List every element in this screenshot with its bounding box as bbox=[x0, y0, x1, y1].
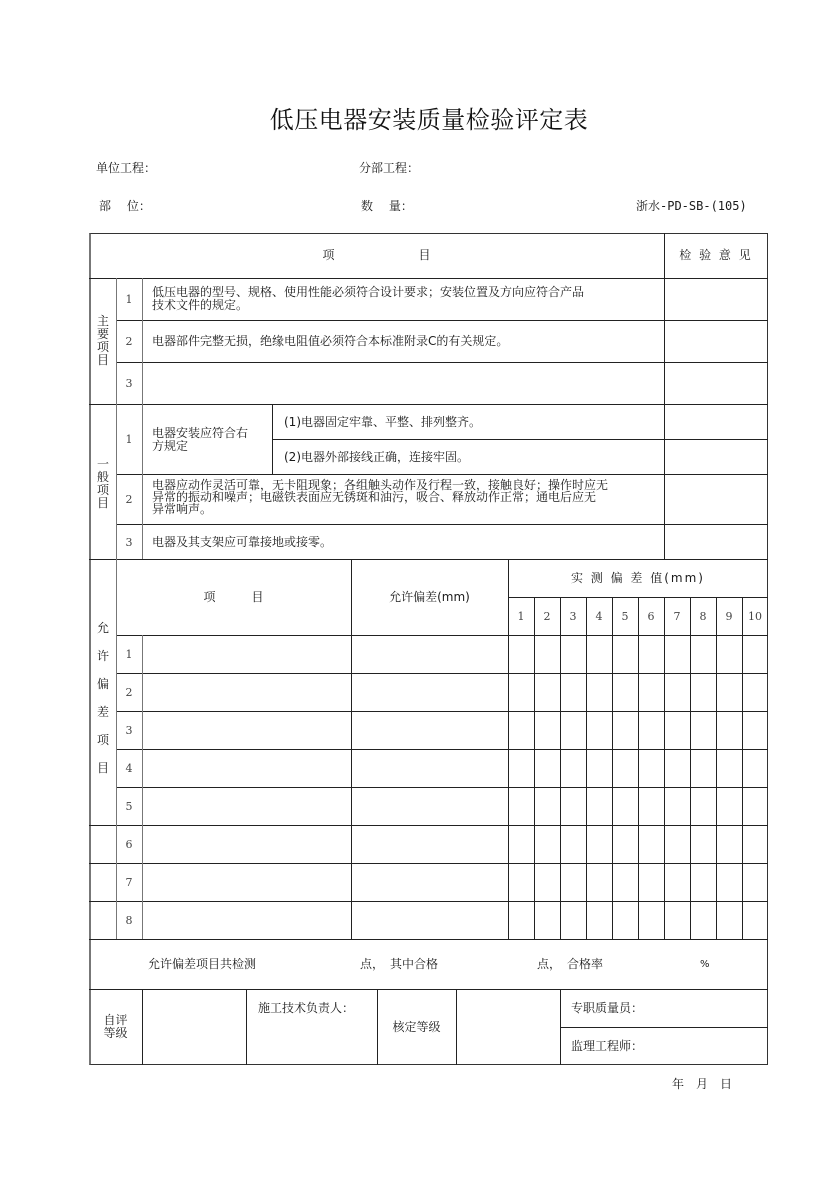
measured-value-cell[interactable] bbox=[717, 712, 742, 749]
measured-value-cell[interactable] bbox=[613, 902, 638, 939]
self-grade-label: 自评 等级 bbox=[103, 1013, 128, 1040]
measured-value-cell[interactable] bbox=[717, 750, 742, 787]
measured-value-cell[interactable] bbox=[665, 788, 690, 825]
main-item-text: 电器部件完整无损，绝缘电阻值必须符合本标准附录C的有关规定。 bbox=[152, 334, 509, 348]
measured-value-cell[interactable] bbox=[561, 712, 586, 749]
measured-value-cell[interactable] bbox=[535, 712, 560, 749]
deviation-row-number: 6 bbox=[125, 838, 133, 851]
allowed-deviation-cell[interactable] bbox=[352, 788, 508, 825]
col-divider bbox=[560, 989, 561, 1065]
measured-value-cell[interactable] bbox=[509, 712, 534, 749]
summary-pass-label: 点， 其中合格 bbox=[360, 957, 439, 971]
measured-value-cell[interactable] bbox=[561, 674, 586, 711]
general-item-opinion-cell[interactable] bbox=[665, 405, 768, 439]
measured-value-cell[interactable] bbox=[639, 750, 664, 787]
measure-column-header: 1 bbox=[517, 610, 525, 623]
approved-grade-value-cell[interactable] bbox=[457, 990, 560, 1065]
measured-value-cell[interactable] bbox=[743, 826, 768, 863]
general-item-number: 2 bbox=[125, 493, 133, 506]
measured-value-cell[interactable] bbox=[639, 826, 664, 863]
measured-value-cell[interactable] bbox=[509, 788, 534, 825]
measured-value-cell[interactable] bbox=[509, 864, 534, 901]
general-item-opinion-cell[interactable] bbox=[665, 525, 768, 559]
measured-value-cell[interactable] bbox=[743, 674, 768, 711]
measured-value-cell[interactable] bbox=[691, 902, 716, 939]
summary-rate-label: 点， 合格率 bbox=[537, 957, 604, 971]
deviation-item-cell[interactable] bbox=[143, 750, 351, 787]
measure-column-header: 6 bbox=[647, 610, 655, 623]
measured-value-cell[interactable] bbox=[691, 712, 716, 749]
measured-value-cell[interactable] bbox=[613, 636, 638, 673]
self-grade-value-cell[interactable] bbox=[143, 990, 246, 1065]
allowed-deviation-cell[interactable] bbox=[352, 750, 508, 787]
measured-value-cell[interactable] bbox=[613, 750, 638, 787]
item-header: 项 目 bbox=[322, 248, 431, 262]
measured-value-cell[interactable] bbox=[509, 674, 534, 711]
deviation-item-cell[interactable] bbox=[143, 674, 351, 711]
measure-column-header: 5 bbox=[621, 610, 629, 623]
col-divider bbox=[246, 989, 247, 1065]
measured-value-cell[interactable] bbox=[691, 788, 716, 825]
main-item-number: 3 bbox=[125, 377, 133, 390]
measured-value-cell[interactable] bbox=[587, 674, 612, 711]
deviation-item-cell[interactable] bbox=[143, 826, 351, 863]
measured-value-cell[interactable] bbox=[743, 864, 768, 901]
measured-value-cell[interactable] bbox=[691, 674, 716, 711]
measured-value-cell[interactable] bbox=[743, 902, 768, 939]
measured-value-cell[interactable] bbox=[613, 712, 638, 749]
measured-value-cell[interactable] bbox=[587, 826, 612, 863]
measured-value-cell[interactable] bbox=[639, 902, 664, 939]
allowed-deviation-cell[interactable] bbox=[352, 712, 508, 749]
location-label: 部 位： bbox=[99, 199, 151, 213]
general-item-opinion-cell[interactable] bbox=[665, 475, 768, 524]
allowed-deviation-cell[interactable] bbox=[352, 826, 508, 863]
date-label: 年 月 日 bbox=[672, 1077, 733, 1091]
measured-value-cell[interactable] bbox=[691, 864, 716, 901]
deviation-item-cell[interactable] bbox=[143, 636, 351, 673]
measured-value-cell[interactable] bbox=[535, 826, 560, 863]
measured-value-cell[interactable] bbox=[535, 864, 560, 901]
measure-column-header: 10 bbox=[748, 610, 762, 623]
measured-value-cell[interactable] bbox=[665, 902, 690, 939]
measured-value-cell[interactable] bbox=[509, 826, 534, 863]
main-item-opinion-cell[interactable] bbox=[665, 363, 768, 404]
measured-value-cell[interactable] bbox=[587, 712, 612, 749]
measured-value-cell[interactable] bbox=[535, 788, 560, 825]
approved-grade-label: 核定等级 bbox=[392, 1020, 441, 1034]
measured-value-cell[interactable] bbox=[743, 788, 768, 825]
deviation-group-label: 允 许 偏 差 项 目 bbox=[96, 621, 109, 775]
measured-value-cell[interactable] bbox=[665, 864, 690, 901]
measured-value-cell[interactable] bbox=[613, 788, 638, 825]
general-sub-item-text: (1)电器固定牢靠、平整、排列整齐。 bbox=[284, 415, 481, 429]
measured-value-cell[interactable] bbox=[561, 636, 586, 673]
measured-value-cell[interactable] bbox=[613, 674, 638, 711]
col-divider bbox=[142, 278, 143, 559]
main-items-group-label: 主 要 项 目 bbox=[96, 314, 109, 367]
measured-value-cell[interactable] bbox=[639, 712, 664, 749]
measured-value-cell[interactable] bbox=[691, 636, 716, 673]
measured-value-cell[interactable] bbox=[665, 826, 690, 863]
measured-value-cell[interactable] bbox=[639, 636, 664, 673]
deviation-row-number: 8 bbox=[125, 914, 133, 927]
main-item-opinion-cell[interactable] bbox=[665, 279, 768, 320]
page-title: 低压电器安装质量检验评定表 bbox=[269, 106, 589, 134]
col-divider bbox=[116, 278, 117, 559]
measure-column-header: 7 bbox=[673, 610, 681, 623]
deviation-item-cell[interactable] bbox=[143, 902, 351, 939]
main-item-number: 1 bbox=[125, 293, 133, 306]
general-item-opinion-cell[interactable] bbox=[665, 440, 768, 474]
measured-value-cell[interactable] bbox=[717, 674, 742, 711]
main-item-number: 2 bbox=[125, 335, 133, 348]
measure-column-header: 3 bbox=[569, 610, 577, 623]
measured-value-cell[interactable] bbox=[691, 826, 716, 863]
measured-value-cell[interactable] bbox=[717, 636, 742, 673]
measured-value-cell[interactable] bbox=[691, 750, 716, 787]
measured-value-cell[interactable] bbox=[665, 636, 690, 673]
measured-value-cell[interactable] bbox=[665, 750, 690, 787]
unit-project-label: 单位工程： bbox=[96, 161, 157, 175]
measured-value-cell[interactable] bbox=[535, 750, 560, 787]
measured-value-cell[interactable] bbox=[613, 864, 638, 901]
measure-column-header: 9 bbox=[725, 610, 733, 623]
measured-value-cell[interactable] bbox=[665, 674, 690, 711]
main-item-opinion-cell[interactable] bbox=[665, 321, 768, 362]
measured-value-cell[interactable] bbox=[509, 750, 534, 787]
construction-lead-label: 施工技术负责人： bbox=[258, 1001, 355, 1015]
measure-column-header: 2 bbox=[543, 610, 551, 623]
measured-value-cell[interactable] bbox=[561, 826, 586, 863]
measured-value-cell[interactable] bbox=[561, 750, 586, 787]
measured-value-cell[interactable] bbox=[639, 674, 664, 711]
general-item-text: 电器应动作灵活可靠，无卡阻现象；各组触头动作及行程一致，接触良好；操作时应无 异常的振动和噪声；电磁铁表面应无锈斑和油污，吸合、释放动作正常；通电后应无 异常响声。 bbox=[152, 478, 609, 516]
measured-value-cell[interactable] bbox=[561, 864, 586, 901]
measure-column-header: 4 bbox=[595, 610, 603, 623]
general-item-number: 3 bbox=[125, 536, 133, 549]
measured-value-cell[interactable] bbox=[587, 902, 612, 939]
measured-value-cell[interactable] bbox=[613, 826, 638, 863]
measured-value-cell[interactable] bbox=[717, 826, 742, 863]
allowed-deviation-cell[interactable] bbox=[352, 636, 508, 673]
measured-value-cell[interactable] bbox=[509, 636, 534, 673]
form-code: 浙水-PD-SB-(105) bbox=[636, 199, 747, 213]
measured-value-cell[interactable] bbox=[665, 712, 690, 749]
deviation-item-cell[interactable] bbox=[143, 864, 351, 901]
allowed-deviation-header: 允许偏差(mm) bbox=[389, 590, 470, 604]
measured-value-cell[interactable] bbox=[717, 864, 742, 901]
measured-value-cell[interactable] bbox=[535, 902, 560, 939]
measured-value-cell[interactable] bbox=[639, 788, 664, 825]
measured-value-cell[interactable] bbox=[743, 750, 768, 787]
measured-value-cell[interactable] bbox=[535, 674, 560, 711]
quantity-label: 数 量： bbox=[361, 199, 413, 213]
allowed-deviation-cell[interactable] bbox=[352, 674, 508, 711]
col-divider bbox=[272, 404, 273, 474]
supervisor-label: 监理工程师： bbox=[571, 1039, 644, 1053]
measured-value-cell[interactable] bbox=[717, 902, 742, 939]
general-item-text: 电器及其支架应可靠接地或接零。 bbox=[152, 535, 333, 549]
general-item-number: 1 bbox=[125, 433, 133, 446]
deviation-row-number: 5 bbox=[125, 800, 133, 813]
quality-officer-label: 专职质量员： bbox=[571, 1001, 644, 1015]
deviation-item-header: 项 目 bbox=[203, 590, 264, 604]
measured-value-cell[interactable] bbox=[587, 636, 612, 673]
deviation-row-number: 7 bbox=[125, 876, 133, 889]
row-divider bbox=[89, 939, 768, 940]
summary-total-label: 允许偏差项目共检测 bbox=[148, 957, 257, 971]
sub-project-label: 分部工程： bbox=[359, 161, 420, 175]
inspection-opinion-header: 检 验 意 见 bbox=[679, 248, 753, 262]
percent-sign: % bbox=[700, 959, 710, 970]
general-sub-item-text: (2)电器外部接线正确，连接牢固。 bbox=[284, 450, 469, 464]
general-items-group-label: 一 般 项 目 bbox=[96, 457, 109, 510]
deviation-row-number: 4 bbox=[125, 762, 133, 775]
measured-value-cell[interactable] bbox=[561, 902, 586, 939]
measure-column-header: 8 bbox=[699, 610, 707, 623]
measured-value-cell[interactable] bbox=[561, 788, 586, 825]
deviation-row-number: 3 bbox=[125, 724, 133, 737]
allowed-deviation-cell[interactable] bbox=[352, 864, 508, 901]
deviation-row-number: 1 bbox=[125, 648, 133, 661]
deviation-row-number: 2 bbox=[125, 686, 133, 699]
deviation-item-cell[interactable] bbox=[143, 712, 351, 749]
measured-deviation-header: 实 测 偏 差 值(mm) bbox=[570, 571, 705, 585]
measured-value-cell[interactable] bbox=[639, 864, 664, 901]
measured-value-cell[interactable] bbox=[509, 902, 534, 939]
measured-value-cell[interactable] bbox=[743, 636, 768, 673]
measured-value-cell[interactable] bbox=[587, 750, 612, 787]
general-item-label: 电器安装应符合右 方规定 bbox=[152, 426, 249, 453]
allowed-deviation-cell[interactable] bbox=[352, 902, 508, 939]
deviation-item-cell[interactable] bbox=[143, 788, 351, 825]
measured-value-cell[interactable] bbox=[535, 636, 560, 673]
measured-value-cell[interactable] bbox=[587, 864, 612, 901]
measured-value-cell[interactable] bbox=[743, 712, 768, 749]
measured-value-cell[interactable] bbox=[587, 788, 612, 825]
row-divider bbox=[89, 559, 768, 560]
row-divider bbox=[560, 1027, 768, 1028]
main-item-text: 低压电器的型号、规格、使用性能必须符合设计要求；安装位置及方向应符合产品 技术文件的规定。 bbox=[152, 285, 585, 312]
main-item-text[interactable] bbox=[143, 363, 664, 404]
measured-value-cell[interactable] bbox=[717, 788, 742, 825]
